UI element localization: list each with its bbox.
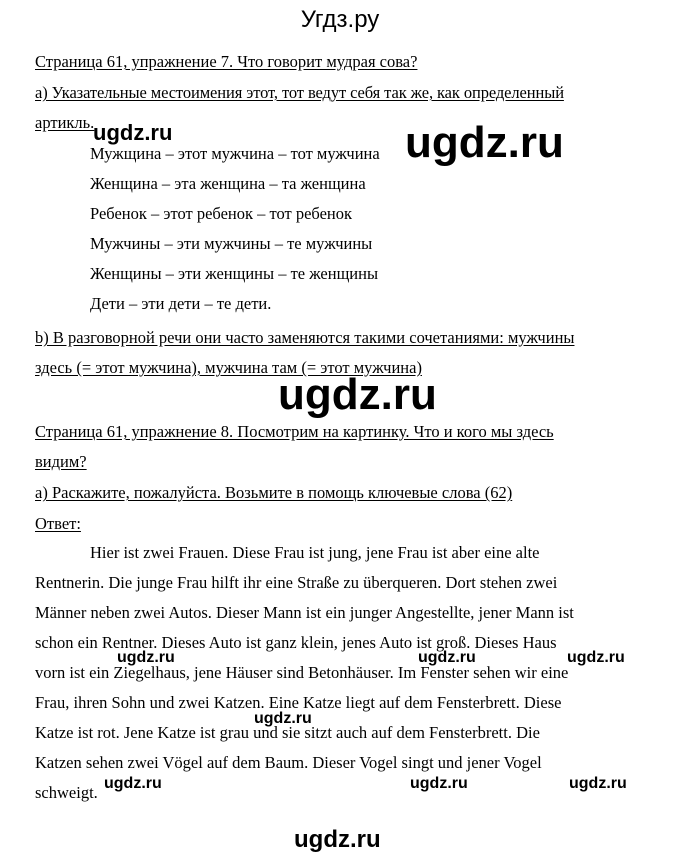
list-item: Ребенок – этот ребенок – тот ребенок xyxy=(90,204,353,223)
watermark: ugdz.ru xyxy=(278,370,437,419)
list-item: Дети – эти дети – те дети. xyxy=(90,294,272,313)
watermark: ugdz.ru xyxy=(104,775,162,792)
exercise7-part-a-line2: артикль. xyxy=(35,113,95,132)
exercise7-heading: Страница 61, упражнение 7. Что говорит мудрая сова? xyxy=(35,52,418,71)
exercise8-part-a: а) Раскажите, пожалуйста. Возьмите в помощь ключевые слова (62) xyxy=(35,483,513,502)
watermark: ugdz.ru xyxy=(117,649,175,666)
list-item: Женщины – эти женщины – те женщины xyxy=(90,264,379,283)
watermark: ugdz.ru xyxy=(405,118,564,167)
answer-line: Männer neben zwei Autos. Dieser Mann ist ein junger Angestellte, jener Mann ist xyxy=(35,603,574,622)
exercise7-part-b-line2: здесь (= этот мужчина), мужчина там (= этот мужчина) xyxy=(35,358,422,377)
answer-line: Rentnerin. Die junge Frau hilft ihr eine Straße zu überqueren. Dort stehen zwei xyxy=(35,573,558,592)
answer-line: vorn ist ein Ziegelhaus, jene Häuser sind Betonhäuser. Im Fenster sehen wir eine xyxy=(35,663,569,682)
list-item: Женщина – эта женщина – та женщина xyxy=(90,174,366,193)
watermark: ugdz.ru xyxy=(410,775,468,792)
watermark: ugdz.ru xyxy=(569,775,627,792)
exercise8-heading-line2: видим? xyxy=(35,452,87,471)
answer-line: Frau, ihren Sohn und zwei Katzen. Eine Katze liegt auf dem Fensterbrett. Diese xyxy=(35,693,562,712)
answer-line: schon ein Rentner. Dieses Auto ist ganz klein, jenes Auto ist groß. Dieses Haus xyxy=(35,633,557,652)
watermark: ugdz.ru xyxy=(93,120,173,145)
exercise7-part-a-line1: а) Указательные местоимения этот, тот ведут себя так же, как определенный xyxy=(35,83,564,102)
answer-label: Ответ: xyxy=(35,514,81,533)
site-title: Угдз.ру xyxy=(300,6,380,33)
list-item: Мужчины – эти мужчины – те мужчины xyxy=(90,234,373,253)
exercise8-heading-line1: Страница 61, упражнение 8. Посмотрим на картинку. Что и кого мы здесь xyxy=(35,422,554,441)
answer-line: schweigt. xyxy=(35,783,98,802)
list-item: Мужщина – этот мужчина – тот мужчина xyxy=(90,144,380,163)
answer-line: Hier ist zwei Frauen. Diese Frau ist jung, jene Frau ist aber eine alte xyxy=(90,543,540,562)
watermark: ugdz.ru xyxy=(567,649,625,666)
answer-line: Katze ist rot. Jene Katze ist grau und sie sitzt auch auf dem Fensterbrett. Die xyxy=(35,723,540,742)
answer-line: Katzen sehen zwei Vögel auf dem Baum. Dieser Vogel singt und jener Vogel xyxy=(35,753,542,772)
watermark: ugdz.ru xyxy=(294,826,381,853)
exercise7-part-b-line1: b) В разговорной речи они часто заменяются такими сочетаниями: мужчины xyxy=(35,328,575,347)
watermark: ugdz.ru xyxy=(254,710,312,727)
watermark: ugdz.ru xyxy=(418,649,476,666)
